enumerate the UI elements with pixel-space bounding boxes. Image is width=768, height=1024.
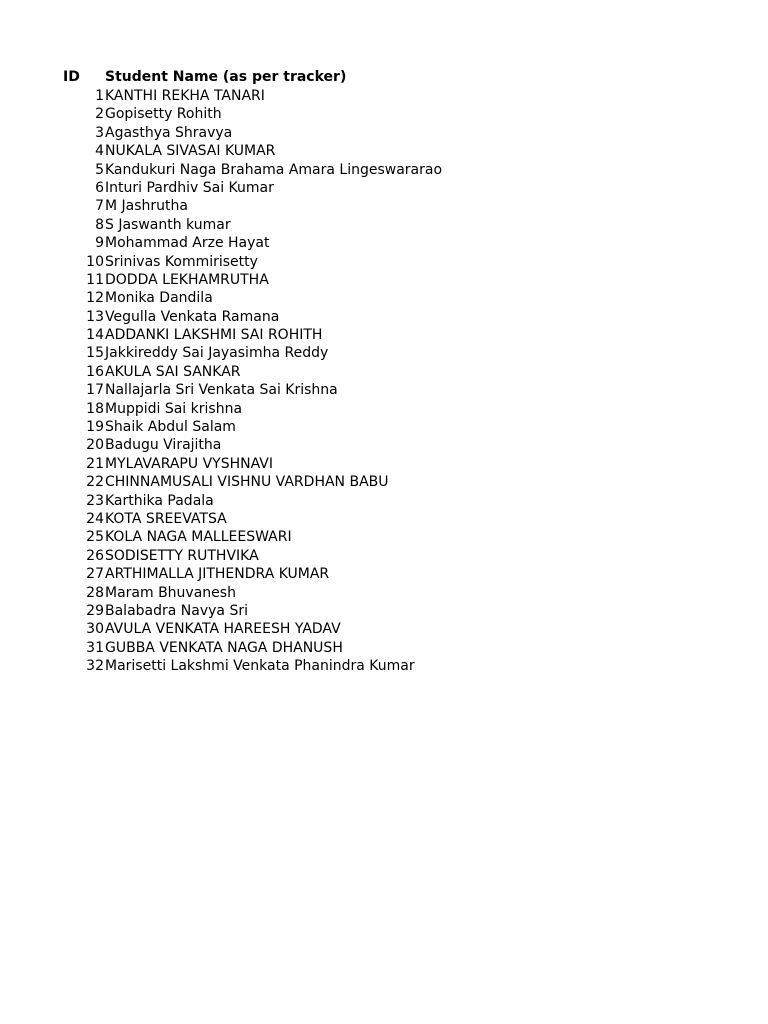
student-id-cell: 19 [86,419,104,436]
student-name-cell: GUBBA VENKATA NAGA DHANUSH [105,639,343,656]
table-row [63,161,703,179]
student-id-cell: 10 [86,253,104,270]
student-id-cell: 14 [86,327,104,344]
student-name-cell: KOLA NAGA MALLEESWARI [105,529,292,546]
student-id-cell: 3 [95,124,104,141]
student-id-cell: 5 [95,161,104,178]
student-name-cell: Agasthya Shravya [105,124,233,141]
table-row [63,271,703,289]
student-name-cell: SODISETTY RUTHVIKA [105,547,259,564]
student-table [63,67,703,676]
student-id-cell: 17 [86,382,104,399]
table-row [63,289,703,307]
table-row [63,528,703,546]
table-row [63,344,703,362]
student-name-cell: Maram Bhuvanesh [105,584,236,601]
table-row [63,381,703,399]
student-name-column-header: Student Name (as per tracker) [105,69,347,85]
student-name-cell: DODDA LEKHAMRUTHA [105,271,269,288]
student-name-cell: Badugu Virajitha [105,437,222,454]
student-id-cell: 2 [95,106,104,123]
student-id-cell: 22 [86,474,104,491]
student-id-cell: 8 [95,216,104,233]
student-name-cell: Vegulla Venkata Ramana [105,308,280,325]
student-id-cell: 30 [86,621,104,638]
table-row [63,418,703,436]
student-id-cell: 12 [86,290,104,307]
table-row [63,105,703,123]
student-name-cell: Karthika Padala [105,492,214,509]
student-id-cell: 21 [86,455,104,472]
student-id-cell: 11 [86,271,104,288]
student-name-cell: ARTHIMALLA JITHENDRA KUMAR [105,566,330,583]
table-row [63,253,703,271]
student-name-cell: KOTA SREEVATSA [105,510,227,527]
student-id-cell: 13 [86,308,104,325]
table-row [63,584,703,602]
student-name-cell: AVULA VENKATA HAREESH YADAV [105,621,341,638]
student-id-cell: 23 [86,492,104,509]
table-row [63,510,703,528]
student-name-cell: Monika Dandila [105,290,213,307]
student-name-cell: Srinivas Kommirisetty [105,253,258,270]
table-row [63,602,703,620]
table-row [63,473,703,491]
student-id-cell: 6 [95,179,104,196]
student-name-cell: Kandukuri Naga Brahama Amara Lingeswararao [105,161,443,178]
table-row [63,400,703,418]
table-row [63,547,703,565]
student-name-cell: Shaik Abdul Salam [105,419,236,436]
table-row [63,124,703,142]
table-row [63,492,703,510]
table-row [63,639,703,657]
student-id-cell: 20 [86,437,104,454]
student-id-cell: 18 [86,400,104,417]
table-row [63,326,703,344]
table-body [63,87,703,676]
table-row [63,216,703,234]
student-id-cell: 15 [86,345,104,362]
table-row [63,455,703,473]
student-name-cell: S Jaswanth kumar [105,216,231,233]
student-name-cell: CHINNAMUSALI VISHNU VARDHAN BABU [105,474,389,491]
student-name-cell: Marisetti Lakshmi Venkata Phanindra Kumar [105,658,415,675]
student-name-cell: Mohammad Arze Hayat [105,235,270,252]
student-name-cell: Inturi Pardhiv Sai Kumar [105,179,274,196]
student-name-cell: NUKALA SIVASAI KUMAR [105,143,276,160]
table-row [63,620,703,638]
id-column-header: ID [63,69,80,85]
student-name-cell: Nallajarla Sri Venkata Sai Krishna [105,382,338,399]
table-row [63,565,703,583]
student-name-cell: MYLAVARAPU VYSHNAVI [105,455,273,472]
student-id-cell: 27 [86,566,104,583]
student-name-cell: Balabadra Navya Sri [105,602,248,619]
student-id-cell: 28 [86,584,104,601]
table-row [63,234,703,252]
table-row [63,179,703,197]
student-id-cell: 4 [95,143,104,160]
student-id-cell: 25 [86,529,104,546]
student-id-cell: 31 [86,639,104,656]
student-id-cell: 24 [86,510,104,527]
student-id-cell: 9 [95,235,104,252]
table-header-row [63,67,703,87]
student-id-cell: 29 [86,602,104,619]
table-row [63,87,703,105]
table-row [63,308,703,326]
student-id-cell: 16 [86,363,104,380]
student-name-cell: Muppidi Sai krishna [105,400,243,417]
student-name-cell: M Jashrutha [105,198,188,215]
student-name-cell: Jakkireddy Sai Jayasimha Reddy [105,345,329,362]
table-row [63,436,703,454]
student-id-cell: 26 [86,547,104,564]
student-id-cell: 1 [95,88,104,104]
table-row [63,142,703,160]
student-name-cell: Gopisetty Rohith [105,106,222,123]
student-name-cell: ADDANKI LAKSHMI SAI ROHITH [105,327,323,344]
table-row [63,197,703,215]
student-id-cell: 7 [95,198,104,215]
student-id-cell: 32 [86,658,104,675]
table-row [63,657,703,675]
student-name-cell: KANTHI REKHA TANARI [105,88,265,104]
table-row [63,363,703,381]
student-name-cell: AKULA SAI SANKAR [105,363,241,380]
